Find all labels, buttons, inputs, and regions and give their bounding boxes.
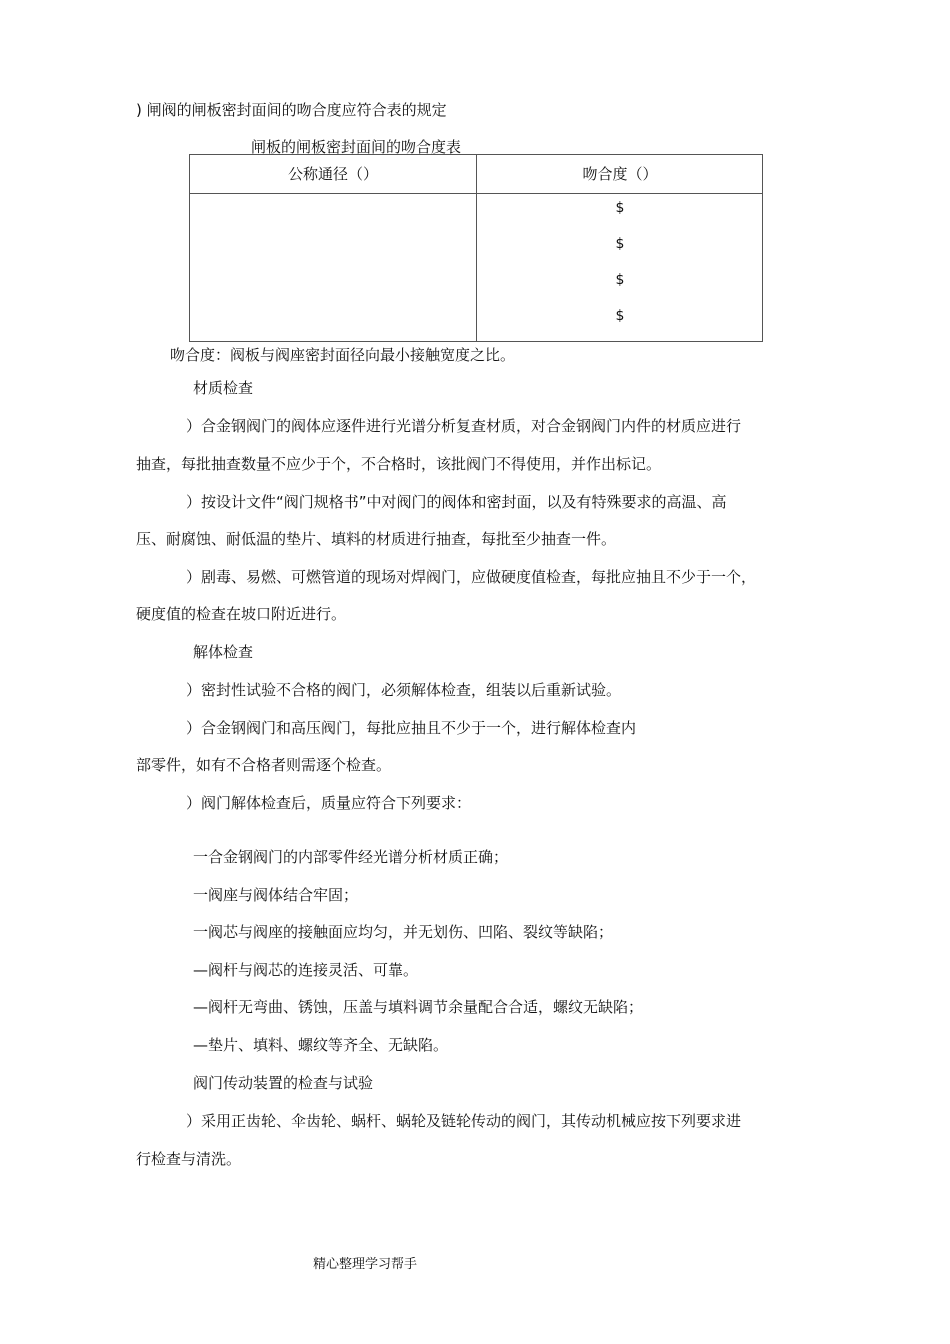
paragraph-line: 硬度值的检查在坡口附近进行。 — [136, 605, 347, 623]
list-item: —阀杆与阀芯的连接灵活、可靠。 — [193, 961, 419, 979]
paragraph-line: 抽查，每批抽查数量不应少于个，不合格时，该批阀门不得使用，并作出标记。 — [136, 455, 662, 473]
list-item: 一阀芯与阀座的接触面应均匀，并无划伤、凹陷、裂纹等缺陷； — [193, 923, 614, 941]
table-caption: 闸板的闸板密封面间的吻合度表 — [251, 138, 462, 156]
table-cell-value: $ — [615, 236, 625, 252]
paragraph-line: ）合金钢阀门和高压阀门，每批应抽且不少于一个，进行解体检查内 — [186, 719, 637, 737]
paragraph-line: ）采用正齿轮、伞齿轮、蜗杆、蜗轮及链轮传动的阀门，其传动机械应按下列要求进 — [186, 1112, 742, 1130]
table-header-nominal-diameter: 公称通径（） — [287, 165, 378, 183]
table-cell-value: $ — [615, 272, 625, 288]
table-cell-value: $ — [615, 200, 625, 216]
list-item: —垫片、填料、螺纹等齐全、无缺陷。 — [193, 1036, 449, 1054]
paragraph-line: 压、耐腐蚀、耐低温的垫片、填料的材质进行抽查，每批至少抽查一件。 — [136, 530, 617, 548]
section-title-transmission: 阀门传动装置的检查与试验 — [193, 1074, 374, 1092]
paragraph-line: ）剧毒、易燃、可燃管道的现场对焊阀门，应做硬度值检查，每批应抽且不少于一个， — [186, 568, 757, 586]
table-header-divider — [190, 193, 762, 194]
fit-degree-table — [189, 154, 763, 342]
paragraph-line: 行检查与清洗。 — [136, 1150, 242, 1168]
paragraph-line: ）阀门解体检查后，质量应符合下列要求： — [186, 794, 472, 812]
list-item: 一合金钢阀门的内部零件经光谱分析材质正确； — [193, 848, 509, 866]
table-cell-value: $ — [615, 308, 625, 324]
list-item: —阀杆无弯曲、锈蚀，压盖与填料调节余量配合合适，螺纹无缺陷； — [193, 998, 644, 1016]
paragraph-line: 部零件，如有不合格者则需逐个检查。 — [136, 756, 392, 774]
table-note: 吻合度：阀板与阀座密封面径向最小接触宽度之比。 — [170, 346, 516, 364]
section-title-material: 材质检查 — [193, 379, 254, 397]
paragraph-line: ）合金钢阀门的阀体应逐件进行光谱分析复查材质，对合金钢阀门内件的材质应进行 — [186, 417, 742, 435]
paragraph-line: ）密封性试验不合格的阀门，必须解体检查，组装以后重新试验。 — [186, 681, 622, 699]
list-item: 一阀座与阀体结合牢固； — [193, 886, 359, 904]
page-footer: 精心整理学习帮手 — [313, 1257, 418, 1272]
section-title-disassembly: 解体检查 — [193, 643, 254, 661]
table-header-fit-degree: 吻合度（） — [582, 165, 658, 183]
paragraph-line: ）按设计文件“阀门规格书”中对阀门的阀体和密封面，以及有特殊要求的高温、高 — [186, 493, 727, 511]
section-heading: ) 闸阀的闸板密封面间的吻合度应符合表的规定 — [136, 101, 447, 119]
